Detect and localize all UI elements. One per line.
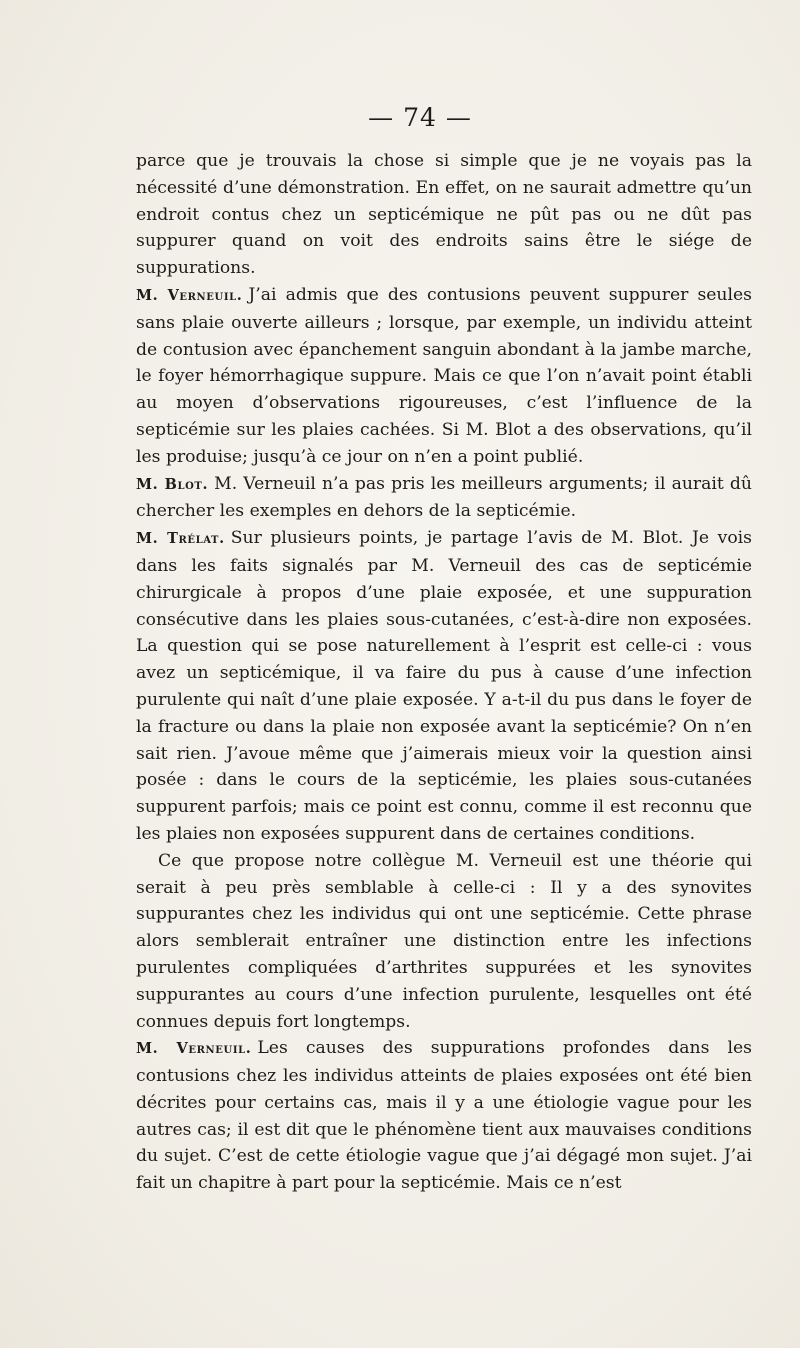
speaker-name: M. Blot.	[136, 475, 209, 493]
speaker-name: M. Verneuil.	[136, 286, 243, 304]
paragraph-trelat-continued	[136, 848, 752, 1036]
paragraph-verneuil-2	[136, 1035, 752, 1197]
paragraph-text: Les causes des suppurations profondes dans les contusions chez les individus atteints de plaies exposées ont été bien décrites pour certains cas, mais il y a une étiologie vague pour les autres cas; il est dit que le phénomène tient aux mauvaises conditions du sujet. C’est de cette étiologie vague que j’ai dégagé mon sujet. J’ai fait un chapitre à part pour la septicémie. Mais ce n’est	[136, 1038, 752, 1194]
speaker-name: M. Trélat.	[136, 530, 225, 548]
paragraph-text: parce que je trouvais la chose si simple que je ne voyais pas la nécessité d’une démonstration. En effet, on ne saurait admettre qu’un endroit contus chez un septicémique ne pût pas ou ne dût pas suppurer quand on voit des endroits sains être le siége de suppurations.	[136, 151, 752, 279]
paragraph-blot	[136, 471, 752, 526]
paragraph-text: Ce que propose notre collègue M. Verneuil est une théorie qui serait à peu près semblable à celle-ci : Il y a des synovites suppurantes chez les individus qui ont une septicémie. Cette phrase alors semblerait entraîner une distinction entre les infections purulentes compliquées d’arthrites suppurées et les synovites suppurantes au cours d’une infection purulente, lesquelles ont été connues depuis fort longtemps.	[136, 850, 752, 1032]
paragraph-continuation	[136, 148, 752, 282]
paragraph-text: Sur plusieurs points, je partage l’avis de M. Blot. Je vois dans les faits signalés par M. Verneuil des cas de septicémie chirurgicale à propos d’une plaie exposée, et une suppuration consécutive dans les plaies sous-cutanées, c’est-à-dire non exposées. La question qui se pose naturellement à l’esprit est celle-ci : vous avez un septicémique, il va faire du pus à cause d’une infection purulente qui naît d’une plaie exposée. Y a-t-il du pus dans le foyer de la fracture ou dans la plaie non exposée avant la septicémie? On n’en sait rien. J’avoue même que j’aimerais mieux voir la question ainsi posée : dans le cours de la septicémie, les plaies sous-cutanées suppurent parfois; mais ce point est connu, comme il est reconnu que les plaies non exposées suppurent dans de certaines conditions.	[136, 528, 752, 844]
page-number: — 74 —	[368, 103, 472, 132]
paragraph-text: M. Verneuil n’a pas pris les meilleurs arguments; il aurait dû chercher les exemples en dehors de la septicémie.	[136, 473, 752, 522]
body-text	[136, 148, 752, 1197]
paragraph-verneuil-1	[136, 282, 752, 471]
paragraph-trelat	[136, 525, 752, 848]
speaker-name: M. Verneuil.	[136, 1040, 252, 1058]
paragraph-text: J’ai admis que des contusions peuvent suppurer seules sans plaie ouverte ailleurs ; lorsque, par exemple, un individu atteint de contusion avec épanchement sanguin abondant à la jambe marche, le foyer hémorrhagique suppure. Mais ce que l’on n’avait point établi au moyen d’observations rigoureuses, c’est l’influence de la septicémie sur les plaies cachées. Si M. Blot a des observations, qu’il les produise; jusqu’à ce jour on n’en a point publié.	[136, 284, 752, 467]
